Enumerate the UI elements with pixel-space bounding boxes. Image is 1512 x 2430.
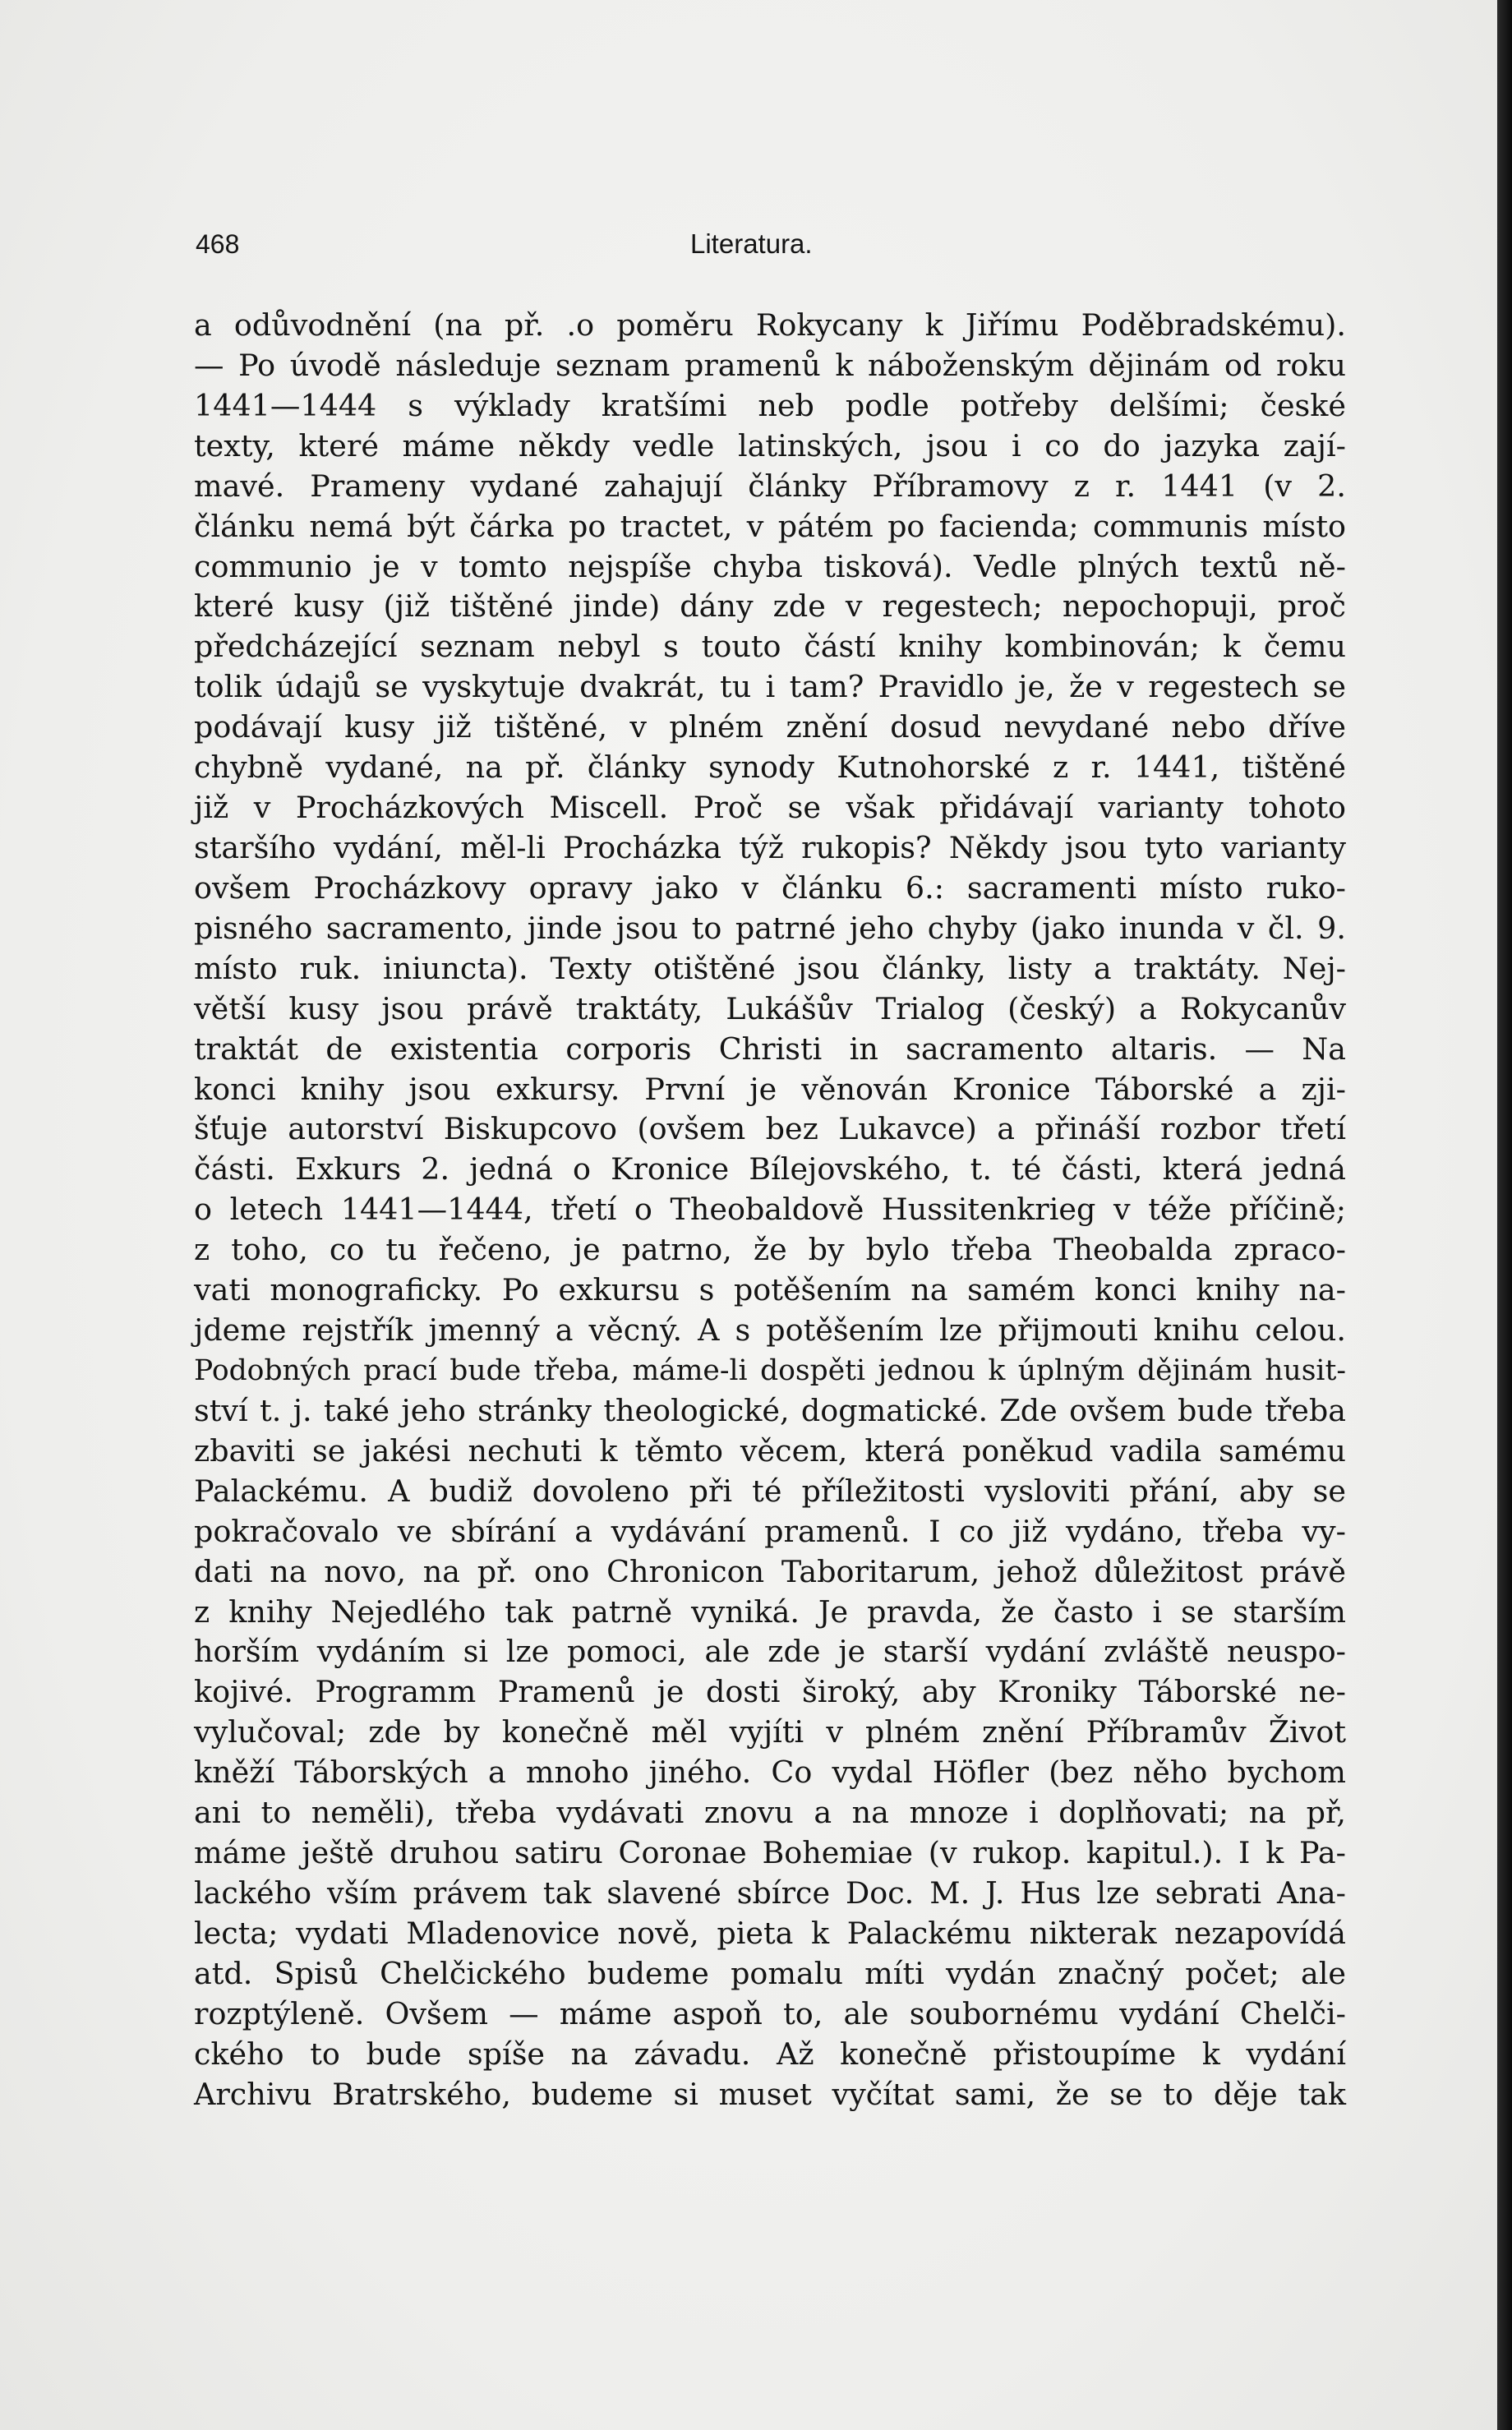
text-line: ství t. j. také jeho stránky theologické, dogmatické. Zde ovšem bude třeba: [194, 1392, 1346, 1428]
text-line: konci knihy jsou exkursy. První je věnován Kronice Táborské a zji-: [194, 1071, 1346, 1107]
text-line: rozptýleně. Ovšem — máme aspoň to, ale soubornému vydání Chelči-: [194, 1995, 1346, 2031]
text-line: z toho, co tu řečeno, je patrno, že by bylo třeba Theobalda zpraco-: [194, 1232, 1346, 1268]
text-line: chybně vydané, na př. články synody Kutnohorské z r. 1441, tištěné: [194, 749, 1346, 786]
text-line: — Po úvodě následuje seznam pramenů k náboženským dějinám od roku: [194, 347, 1346, 383]
text-line: z knihy Nejedlého tak patrně vyniká. Je pravda, že často i se starším: [194, 1593, 1346, 1630]
text-line: větší kusy jsou právě traktáty, Lukášův Trialog (český) a Rokycanův: [194, 990, 1346, 1026]
body-text: [194, 306, 1346, 2114]
text-line: staršího vydání, měl-li Procházka týž rukopis? Někdy jsou tyto varianty: [194, 829, 1346, 865]
text-line: kněží Táborských a mnoho jiného. Co vydal Höfler (bez něho bychom: [194, 1754, 1346, 1791]
text-line: lecta; vydati Mladenovice nově, pieta k Palackému nikterak nezapovídá: [194, 1915, 1346, 1951]
text-line: lackého vším právem tak slavené sbírce Doc. M. J. Hus lze sebrati Ana-: [194, 1874, 1346, 1911]
text-line: Archivu Bratrského, budeme si muset vyčítat sami, že se to děje tak: [194, 2076, 1346, 2112]
text-line: jdeme rejstřík jmenný a věcný. A s potěšením lze přijmouti knihu celou.: [194, 1312, 1346, 1349]
text-line: ani to neměli), třeba vydávati znovu a na mnoze i doplňovati; na př,: [194, 1795, 1346, 1831]
page-number: 468: [196, 229, 240, 259]
scan-edge-shadow: [1497, 0, 1512, 2430]
text-line: článku nemá být čárka po tractet, v pátém po facienda; communis místo: [194, 508, 1346, 544]
text-line: tolik údajů se vyskytuje dvakrát, tu i tam? Pravidlo je, že v regestech se: [194, 669, 1346, 705]
text-line: o letech 1441—1444, třetí o Theobaldově Hussitenkrieg v téže příčině;: [194, 1192, 1346, 1228]
text-line: vylučoval; zde by konečně měl vyjíti v plném znění Příbramův Život: [194, 1714, 1346, 1750]
text-line: Palackému. A budiž dovoleno při té příležitosti vysloviti přání, aby se: [194, 1473, 1346, 1509]
text-line: části. Exkurs 2. jedná o Kronice Bílejovského, t. té části, která jedná: [194, 1151, 1346, 1187]
text-line: a odůvodnění (na př. .o poměru Rokycany k Jiřímu Poděbradskému).: [194, 307, 1346, 343]
text-line: kojivé. Programm Pramenů je dosti široký, aby Kroniky Táborské ne-: [194, 1674, 1346, 1710]
text-line: dati na novo, na př. ono Chronicon Taboritarum, jehož důležitost právě: [194, 1553, 1346, 1589]
text-line: pisného sacramento, jinde jsou to patrné jeho chyby (jako inunda v čl. 9.: [194, 910, 1346, 946]
text-line: horším vydáním si lze pomoci, ale zde je starší vydání zvláště neuspo-: [194, 1634, 1346, 1670]
text-line: šťuje autorství Biskupcovo (ovšem bez Lukavce) a přináší rozbor třetí: [194, 1111, 1346, 1147]
text-line: mavé. Prameny vydané zahajují články Příbramovy z r. 1441 (v 2.: [194, 468, 1346, 504]
text-line: již v Procházkových Miscell. Proč se však přidávají varianty tohoto: [194, 790, 1346, 826]
text-line: pokračovalo ve sbírání a vydávání pramenů. I co již vydáno, třeba vy-: [194, 1513, 1346, 1549]
text-line: vati monograficky. Po exkursu s potěšením na samém konci knihy na-: [194, 1272, 1346, 1308]
text-line: Podobných prací bude třeba, máme-li dospěti jednou k úplným dějinám husit-: [194, 1353, 1346, 1387]
text-line: máme ještě druhou satiru Coronae Bohemiae (v rukop. kapitul.). I k Pa-: [194, 1835, 1346, 1871]
text-line: podávají kusy již tištěné, v plném znění dosud nevydané nebo dříve: [194, 709, 1346, 745]
text-line: ckého to bude spíše na závadu. Až konečně přistoupíme k vydání: [194, 2036, 1346, 2072]
text-line: 1441—1444 s výklady kratšími neb podle potřeby delšími; české: [194, 387, 1346, 423]
text-line: zbaviti se jakési nechuti k těmto věcem, která poněkud vadila samému: [194, 1432, 1346, 1469]
page-header: [196, 224, 1346, 265]
text-line: ovšem Procházkovy opravy jako v článku 6.: sacramenti místo ruko-: [194, 869, 1346, 906]
text-line: traktát de existentia corporis Christi in sacramento altaris. — Na: [194, 1031, 1346, 1067]
text-line: atd. Spisů Chelčického budeme pomalu míti vydán značný počet; ale: [194, 1955, 1346, 1991]
text-line: místo ruk. iniuncta). Texty otištěné jsou články, listy a traktáty. Nej-: [194, 950, 1346, 986]
text-line: communio je v tomto nejspíše chyba tisková). Vedle plných textů ně-: [194, 548, 1346, 584]
text-line: texty, které máme někdy vedle latinských, jsou i co do jazyka zají-: [194, 427, 1346, 463]
text-line: které kusy (již tištěné jinde) dány zde v regestech; nepochopuji, proč: [194, 588, 1346, 625]
text-line: předcházející seznam nebyl s touto částí knihy kombinován; k čemu: [194, 629, 1346, 665]
running-head: Literatura.: [690, 228, 813, 259]
